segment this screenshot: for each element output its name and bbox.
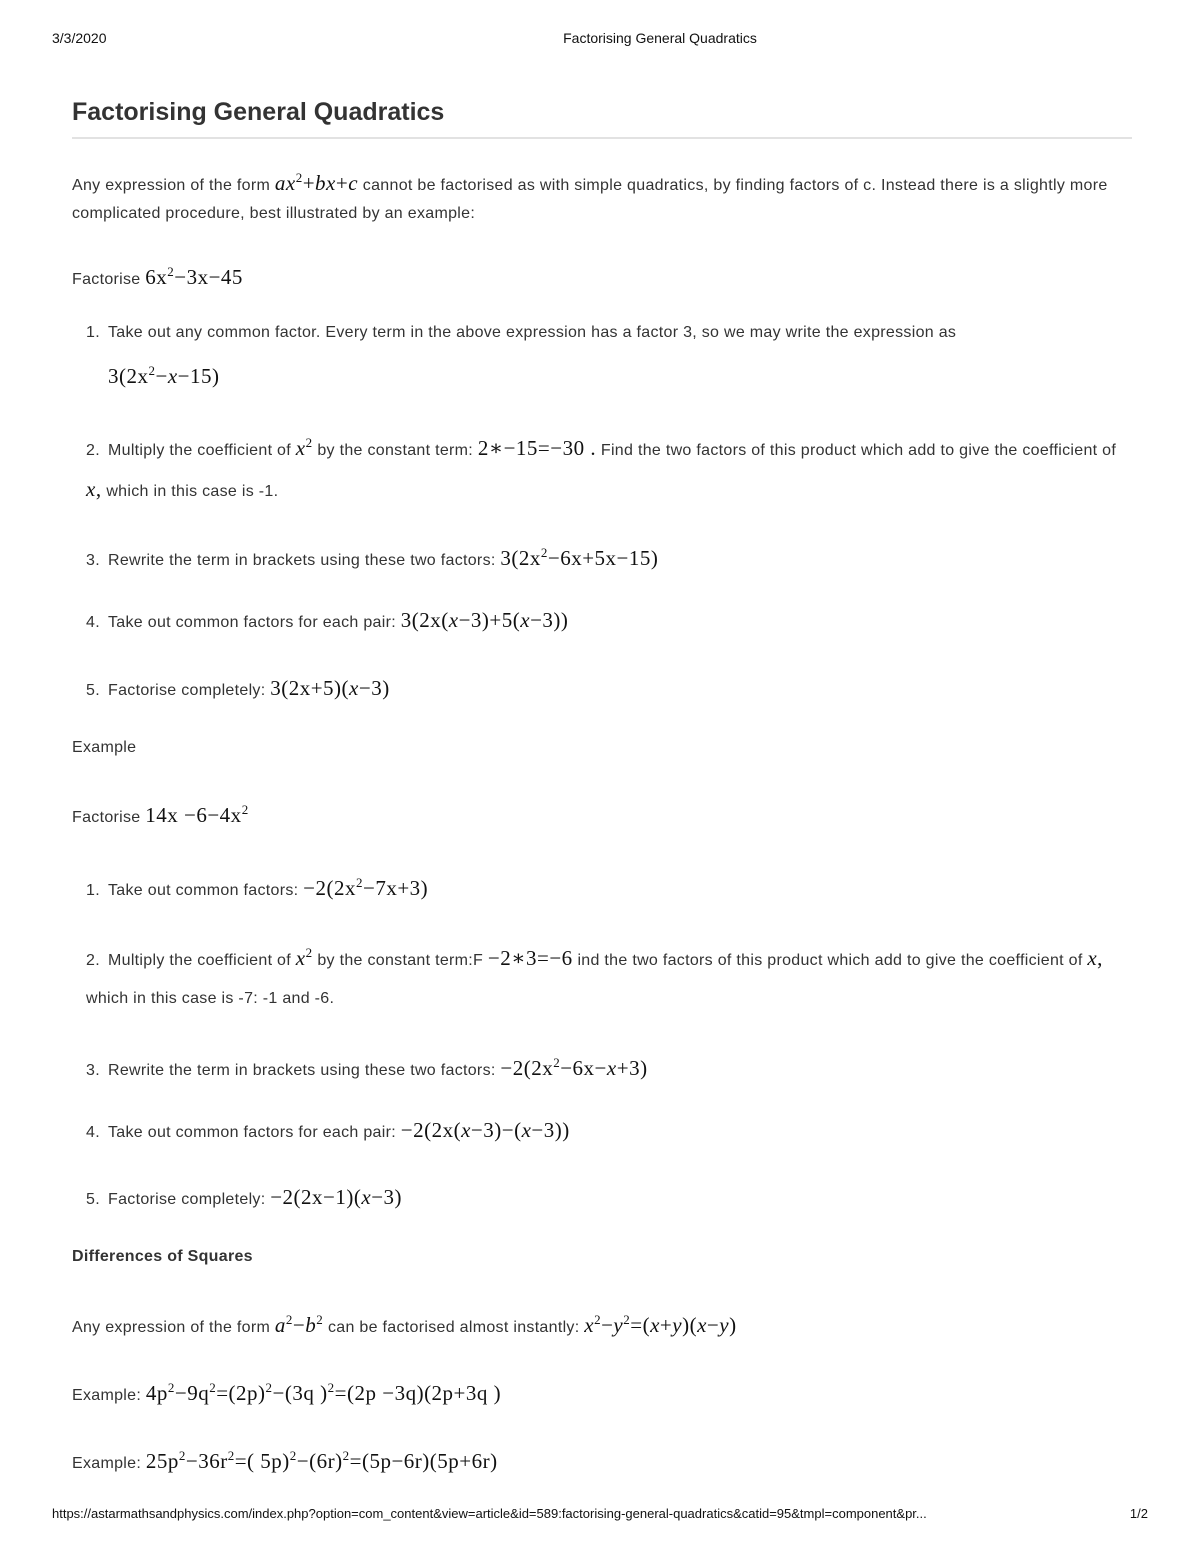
step-math: 3(2x(x−3)+5(x−3)) xyxy=(400,608,569,632)
example2-prompt xyxy=(72,796,1132,832)
step-math: 3(2x+5)(x−3) xyxy=(270,676,390,700)
squares-paragraph: Any expression of the form $a^2-b^2$ can be factorised almost instantly: $x^2-y^2=(x+y)(x-y)$ xyxy=(72,1312,737,1337)
general-form-math: $ax^2+bx+c$ xyxy=(274,170,359,195)
step-math: $-2(2x^2-6x-x+3)$ xyxy=(500,1055,648,1080)
squares-heading: Differences of Squares xyxy=(72,1248,253,1265)
example1-step-4: 4. Take out common factors for each pair: 3(2x(x−3)+5(x−3)) xyxy=(86,608,569,632)
step-math: −2(2x(x−3)−(x−3)) xyxy=(400,1118,570,1142)
print-header-title: Factorising General Quadratics xyxy=(563,30,757,46)
step-math: $3(2x^2-x-15)$ xyxy=(108,363,220,388)
step-math: $3(2x^2-6x+5x-15)$ xyxy=(500,545,659,570)
intro-paragraph xyxy=(72,164,1132,228)
step-math: $-2(2x^2-7x+3)$ xyxy=(303,875,429,900)
x-math: x, xyxy=(1087,946,1103,970)
intro-text-before: Any expression of the form xyxy=(72,177,271,194)
example-math: $25p^2-36r^2=$( $5p)^2-(6r)^2=(5p-6r)(5p+6r)$ xyxy=(145,1448,498,1473)
article-body xyxy=(72,98,1132,1473)
example-math: $4p^2-9q^2=(2p)^2-(3q$ )$^2$=(2p −3q)(2p+3q ) xyxy=(145,1380,502,1405)
step-math: −2(2x−1)(x−3) xyxy=(270,1185,403,1209)
example2-expression: $14x -6-4x^2$ xyxy=(145,802,249,827)
intro-text-after: cannot be factorised as with simple quadratics, by finding factors of c. Instead there is a slightly more complicated procedure, best illustrated by an example: xyxy=(72,177,1108,222)
example2-step-3: 3. Rewrite the term in brackets using these two factors: $-2(2x^2-6x-x+3)$ xyxy=(86,1055,648,1080)
article-title: Factorising General Quadratics xyxy=(72,98,1132,139)
squares-identity-math: $x^2-y^2=(x+y)(x-y)$ xyxy=(584,1312,737,1337)
page-number: 1/2 xyxy=(1129,1506,1148,1521)
squares-general-math: $a^2-b^2$ xyxy=(274,1312,324,1337)
example2-step-4: 4. Take out common factors for each pair: −2(2x(x−3)−(x−3)) xyxy=(86,1118,570,1142)
example2-step-5: 5. Factorise completely: −2(2x−1)(x−3) xyxy=(86,1185,403,1209)
step-text: Take out any common factor. Every term in the above expression has a factor 3, so we may write the expression as xyxy=(108,324,957,341)
example1-step-1: 1. Take out any common factor. Every term in the above expression has a factor 3, so we may write the expression as $3(2x^2-x-15)$ xyxy=(86,324,957,388)
squares-example-1: Example: $4p^2-9q^2=(2p)^2-(3q$ )$^2$=(2p −3q)(2p+3q ) xyxy=(72,1380,502,1405)
product-math: 2∗−15=−30 . xyxy=(477,436,597,460)
factorise-label: Factorise xyxy=(72,271,141,288)
print-footer-url: https://astarmathsandphysics.com/index.php?option=com_content&view=article&id=589:factorising-general-quadratics&catid=95&tmpl=component&pr... xyxy=(52,1506,927,1521)
x-math: x, xyxy=(86,477,102,501)
squares-example-2: Example: $25p^2-36r^2=$( $5p)^2-(6r)^2=(5p-6r)(5p+6r)$ xyxy=(72,1448,498,1473)
x-squared-math: $x^2$ xyxy=(295,945,313,970)
product-math: −2∗3=−6 xyxy=(487,946,573,970)
example1-step-5: 5. Factorise completely: 3(2x+5)(x−3) xyxy=(86,676,390,700)
example1-prompt xyxy=(72,258,1132,294)
print-date: 3/3/2020 xyxy=(52,30,107,46)
example1-expression: $6x^2-3x-45$ xyxy=(145,264,243,289)
example2-step-2: 2. Multiply the coefficient of $x^2$ by the constant term:F −2∗3=−6 ind the two factors of this product which add to give the coefficient of x, which in this case is -7: -1 and -6. xyxy=(86,945,1103,1007)
example1-step-3: 3. Rewrite the term in brackets using these two factors: $3(2x^2-6x+5x-15)$ xyxy=(86,545,659,570)
example-word: Example xyxy=(72,739,137,756)
example1-step-2: 2. Multiply the coefficient of $x^2$ by the constant term: 2∗−15=−30 . Find the two factors of this product which add to give the coefficient of x, which in this case is -1. xyxy=(86,435,1117,501)
factorise-label: Factorise xyxy=(72,809,141,826)
example2-step-1: 1. Take out common factors: $-2(2x^2-7x+3)$ xyxy=(86,875,429,900)
x-squared-math: $x^2$ xyxy=(295,435,313,460)
